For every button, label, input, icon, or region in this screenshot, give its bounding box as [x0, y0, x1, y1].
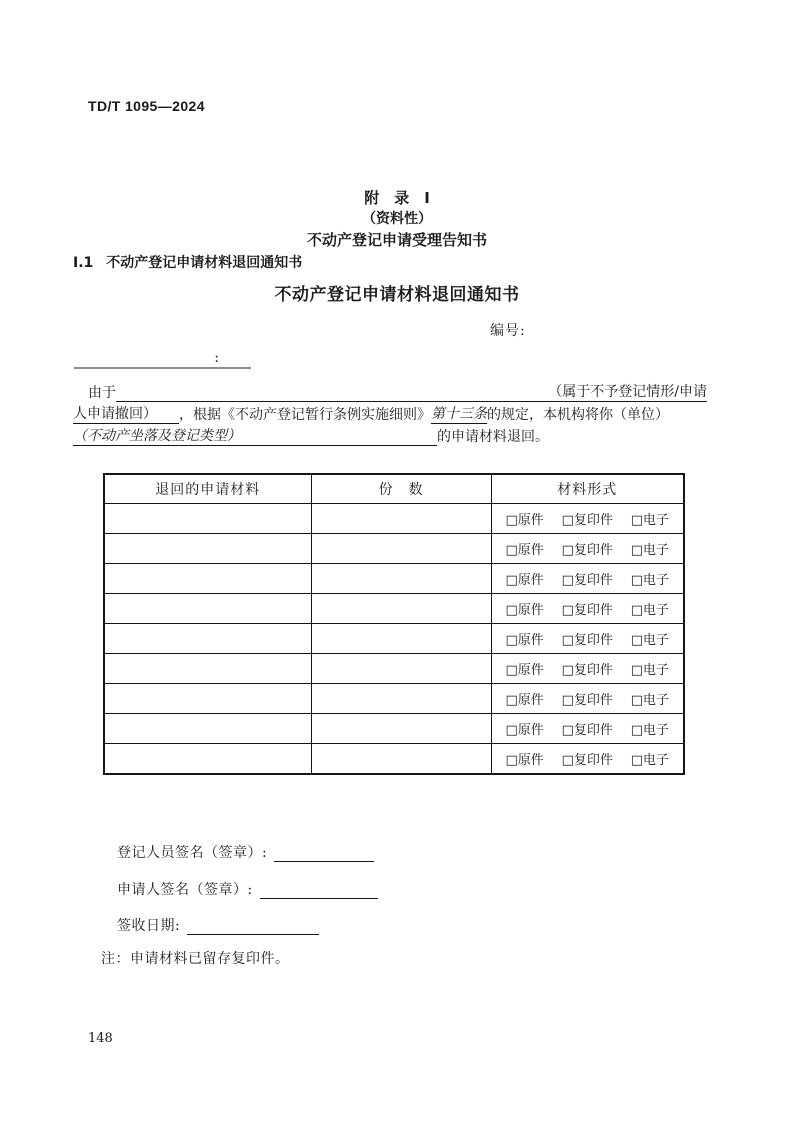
original-checkbox-option: □原件 [505, 543, 544, 558]
copies-count-cell [311, 564, 491, 594]
copy-checkbox-option: □复印件 [561, 573, 613, 588]
electronic-checkbox-option: □电子 [630, 753, 669, 768]
copies-count-cell [311, 624, 491, 654]
appendix-label: 附 录 I [364, 189, 430, 207]
original-checkbox-option: □原件 [505, 663, 544, 678]
copies-count-cell [311, 684, 491, 714]
material-name-cell [104, 564, 311, 594]
material-form-options [492, 539, 684, 558]
original-checkbox-option: □原件 [505, 693, 544, 708]
addressee-colon: : [214, 350, 219, 366]
material-name-cell [104, 624, 311, 654]
body-text-regulation: ，根据《不动产登记暂行条例实施细则》 [179, 407, 431, 423]
applicant-signature-blank [260, 882, 378, 899]
clause-reference: 第十三条 [431, 406, 487, 422]
material-name-cell [104, 714, 311, 744]
electronic-checkbox-option: □电子 [630, 603, 669, 618]
material-form-cell [491, 534, 684, 564]
material-form-cell [491, 564, 684, 594]
material-form-cell [491, 504, 684, 534]
body-line-2 [73, 405, 723, 424]
page-number: 148 [88, 1031, 113, 1046]
material-form-cell [491, 594, 684, 624]
material-form-options [492, 509, 684, 528]
reason-hint-text: （属于不予登记情形/申请 [548, 384, 707, 400]
material-form-cell [491, 654, 684, 684]
material-name-cell [104, 504, 311, 534]
material-form-cell [491, 624, 684, 654]
table-row [104, 624, 684, 654]
section-number: I.1 [73, 255, 94, 271]
reason-blank-field [116, 384, 548, 402]
reason-blank-tail [157, 406, 179, 424]
copies-count-cell [311, 594, 491, 624]
material-name-cell [104, 744, 311, 775]
copy-checkbox-option: □复印件 [561, 753, 613, 768]
original-checkbox-option: □原件 [505, 573, 544, 588]
table-row [104, 684, 684, 714]
applicant-signature-row [117, 881, 378, 899]
location-blank-field [241, 428, 437, 446]
material-name-cell [104, 534, 311, 564]
body-text-ending: 的申请材料退回。 [437, 429, 549, 445]
copy-checkbox-option: □复印件 [561, 513, 613, 528]
material-form-options [492, 749, 684, 768]
original-checkbox-option: □原件 [505, 723, 544, 738]
electronic-checkbox-option: □电子 [630, 633, 669, 648]
table-row [104, 714, 684, 744]
table-header-row [104, 474, 684, 504]
copy-checkbox-option: □复印件 [561, 663, 613, 678]
header-returned-material: 退回的申请材料 [104, 474, 311, 504]
original-checkbox-option: □原件 [505, 513, 544, 528]
section-heading [73, 254, 302, 273]
appendix-title: 不动产登记申请受理告知书 [306, 231, 487, 249]
electronic-checkbox-option: □电子 [630, 543, 669, 558]
registrar-signature-blank [274, 845, 374, 862]
electronic-checkbox-option: □电子 [630, 693, 669, 708]
material-form-cell [491, 684, 684, 714]
returned-materials-table-body [104, 504, 684, 775]
material-form-options [492, 569, 684, 588]
receipt-date-label: 签收日期: [117, 918, 181, 934]
receipt-date-row [117, 917, 319, 935]
material-form-options [492, 599, 684, 618]
applicant-signature-label: 申请人签名（签章）: [117, 882, 253, 898]
material-form-options [492, 659, 684, 678]
header-material-form: 材料形式 [491, 474, 684, 504]
material-form-cell [491, 744, 684, 775]
electronic-checkbox-option: □电子 [630, 573, 669, 588]
original-checkbox-option: □原件 [505, 753, 544, 768]
body-line-1 [73, 383, 707, 402]
copies-count-cell [311, 654, 491, 684]
standard-number: TD/T 1095—2024 [88, 98, 205, 114]
copy-checkbox-option: □复印件 [561, 603, 613, 618]
material-name-cell [104, 594, 311, 624]
body-line-3 [73, 427, 723, 446]
original-checkbox-option: □原件 [505, 603, 544, 618]
appendix-type-note: （资料性） [362, 211, 432, 227]
returned-materials-table [103, 473, 685, 775]
registrar-signature-label: 登记人员签名（签章）: [117, 845, 268, 861]
footnote: 注：申请材料已留存复印件。 [101, 951, 290, 967]
table-row [104, 594, 684, 624]
header-copies-count: 份 数 [311, 474, 491, 504]
electronic-checkbox-option: □电子 [630, 663, 669, 678]
copy-checkbox-option: □复印件 [561, 543, 613, 558]
table-row [104, 744, 684, 775]
addressee-blank-line [74, 350, 251, 369]
notice-title: 不动产登记申请材料退回通知书 [274, 285, 520, 305]
material-form-cell [491, 714, 684, 744]
table-row [104, 654, 684, 684]
material-name-cell [104, 654, 311, 684]
copy-checkbox-option: □复印件 [561, 693, 613, 708]
body-text-prefix: 由于 [88, 385, 116, 401]
table-row [104, 564, 684, 594]
section-title: 不动产登记申请材料退回通知书 [106, 255, 303, 271]
electronic-checkbox-option: □电子 [630, 513, 669, 528]
copies-count-cell [311, 744, 491, 775]
electronic-checkbox-option: □电子 [630, 723, 669, 738]
material-form-options [492, 629, 684, 648]
copies-count-cell [311, 534, 491, 564]
body-text-after-clause: 的规定，本机构将你（单位） [487, 407, 669, 423]
registrar-signature-row [117, 844, 374, 862]
table-row [104, 504, 684, 534]
receipt-date-blank [187, 918, 319, 935]
copies-count-cell [311, 504, 491, 534]
material-form-options [492, 719, 684, 738]
original-checkbox-option: □原件 [505, 633, 544, 648]
copy-checkbox-option: □复印件 [561, 633, 613, 648]
table-row [104, 534, 684, 564]
copies-count-cell [311, 714, 491, 744]
location-type-hint: （不动产坐落及登记类型） [73, 428, 241, 444]
material-form-options [492, 689, 684, 708]
notice-number-label: 编号: [490, 323, 526, 339]
copy-checkbox-option: □复印件 [561, 723, 613, 738]
reason-hint-text-continued: 人申请撤回） [73, 406, 157, 422]
material-name-cell [104, 684, 311, 714]
